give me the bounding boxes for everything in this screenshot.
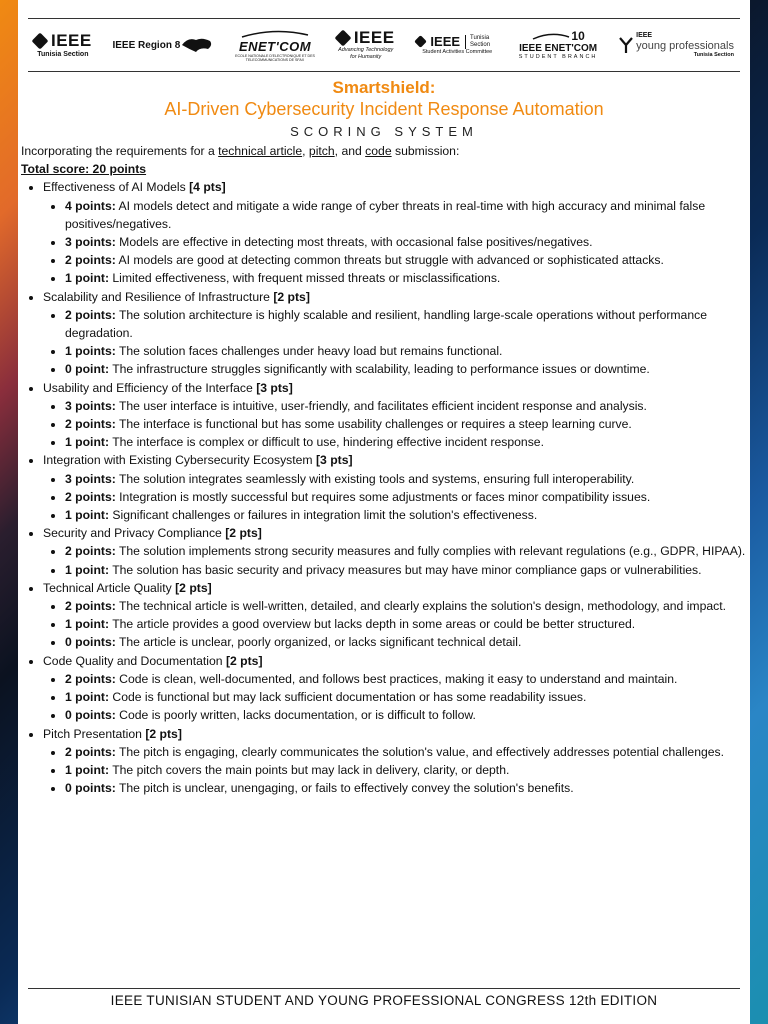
score-level-item	[65, 269, 749, 287]
ieee-tunisia-section-logo: IEEE Tunisia Section	[34, 32, 92, 59]
criterion-item	[43, 379, 749, 452]
score-level-label: 3 points:	[65, 235, 116, 250]
document-subtitle: AI-Driven Cybersecurity Incident Response Automation	[164, 99, 604, 119]
criterion-points: [2 pts]	[175, 580, 212, 595]
score-level-label: 2 points:	[65, 671, 116, 686]
score-level-description: The user interface is intuitive, user-friendly, and facilitates efficient incident response and analysis.	[118, 398, 647, 413]
criterion-item	[43, 725, 749, 798]
score-level-item	[65, 470, 749, 488]
score-level-item	[65, 779, 749, 797]
score-level-description: The solution integrates seamlessly with existing tools and systems, ensuring full interoperability.	[118, 471, 635, 486]
ieee-diamond-icon	[334, 30, 351, 47]
enetcom-swoosh-icon	[240, 29, 310, 39]
ieee-diamond-icon	[32, 32, 49, 49]
score-level-item	[65, 233, 749, 251]
score-level-description: The pitch covers the main points but may lack in delivery, clarity, or depth.	[112, 762, 510, 777]
score-levels	[43, 306, 749, 379]
score-level-item	[65, 360, 749, 378]
score-level-description: The solution faces challenges under heavy load but remains functional.	[118, 344, 503, 359]
scoring-content	[21, 142, 749, 797]
total-score: Total score: 20 points	[21, 162, 147, 177]
criterion-name: Technical Article Quality	[43, 580, 172, 595]
score-level-item	[65, 197, 749, 233]
yp-figure-icon	[618, 36, 634, 54]
score-level-label: 2 points:	[65, 417, 116, 432]
score-level-item	[65, 761, 749, 779]
score-level-description: The article provides a good overview but lacks depth in some areas or could be better structured.	[112, 617, 636, 632]
criterion-item	[43, 579, 749, 652]
criterion-points: [2 pts]	[225, 526, 262, 541]
score-level-label: 1 point:	[65, 508, 110, 523]
criteria-list	[21, 178, 749, 797]
score-level-description: The pitch is unclear, unengaging, or fails to effectively convey the solution's benefits.	[118, 781, 574, 796]
score-levels	[43, 542, 749, 578]
criterion-name: Effectiveness of AI Models	[43, 180, 186, 195]
score-level-description: Significant challenges or failures in integration limit the solution's effectiveness.	[112, 508, 538, 523]
logo-bar	[28, 18, 740, 72]
score-level-label: 2 points:	[65, 307, 116, 322]
score-level-label: 2 points:	[65, 744, 116, 759]
criterion-points: [2 pts]	[225, 653, 263, 668]
score-level-label: 1 point:	[65, 435, 110, 450]
criterion-name: Usability and Efficiency of the Interface	[43, 380, 253, 395]
criterion-points: [3 pts]	[256, 380, 293, 395]
document-page	[18, 0, 750, 1024]
intro-line: Incorporating the requirements for a technical article, pitch, and code submission:	[21, 144, 460, 158]
score-level-label: 3 points:	[65, 471, 116, 486]
score-level-description: Limited effectiveness, with frequent missed threats or misclassifications.	[112, 271, 501, 286]
score-levels	[43, 743, 749, 798]
score-level-description: AI models are good at detecting common threats but struggle with advanced or sophisticated attacks.	[118, 253, 664, 268]
score-level-description: The interface is functional but has some usability challenges or requires a steep learning curve.	[118, 417, 632, 432]
score-level-item	[65, 670, 749, 688]
score-level-label: 1 points:	[65, 344, 116, 359]
score-level-description: Code is poorly written, lacks documentation, or is difficult to follow.	[119, 708, 476, 723]
world-map-icon	[180, 35, 214, 55]
swoosh-icon	[531, 31, 571, 41]
score-level-label: 2 points:	[65, 253, 116, 268]
score-level-description: The interface is complex or difficult to use, hindering effective incident response.	[112, 435, 544, 450]
score-level-label: 1 point:	[65, 562, 110, 577]
ieee-diamond-icon	[415, 35, 428, 48]
score-levels	[43, 470, 749, 525]
ieee-enetcom-student-branch-logo: 10 IEEE ENET'COM STUDENT BRANCH	[518, 29, 598, 60]
criterion-name: Integration with Existing Cybersecurity Ecosystem	[43, 453, 313, 468]
score-level-label: 1 point:	[65, 271, 110, 286]
score-level-label: 1 point:	[65, 690, 110, 705]
score-level-label: 2 points:	[65, 599, 116, 614]
score-level-label: 1 point:	[65, 762, 110, 777]
score-level-label: 0 points:	[65, 635, 116, 650]
score-level-item	[65, 688, 749, 706]
score-level-label: 1 point:	[65, 617, 110, 632]
score-level-item	[65, 251, 749, 269]
score-level-description: The solution implements strong security measures and fully complies with relevant regulations (e.g., GDPR, HIPAA).	[118, 544, 746, 559]
criterion-points: [2 pts]	[273, 289, 310, 304]
score-levels	[43, 597, 749, 652]
document-title: Smartshield:	[332, 78, 436, 97]
score-level-description: The solution has basic security and privacy measures but may have minor compliance gaps or vulnerabilities.	[112, 562, 702, 577]
score-level-description: The article is unclear, poorly organized, or lacks significant technical detail.	[118, 635, 522, 650]
ieee-region8-logo: IEEE Region 8	[112, 35, 214, 55]
score-level-item	[65, 415, 749, 433]
enetcom-logo: ENET'COM ECOLE NATIONALE D'ELECTRONIQUE ET DES TELECOMMUNICATIONS DE SFAX	[235, 29, 315, 62]
score-level-label: 2 points:	[65, 489, 116, 504]
score-level-label: 3 points:	[65, 398, 116, 413]
score-levels	[43, 670, 749, 725]
score-level-item	[65, 597, 749, 615]
criterion-name: Security and Privacy Compliance	[43, 526, 222, 541]
criterion-item	[43, 178, 749, 287]
page-footer: IEEE TUNISIAN STUDENT AND YOUNG PROFESSIONAL CONGRESS 12th EDITION	[28, 988, 740, 1008]
criterion-name: Code Quality and Documentation	[43, 653, 223, 668]
ieee-young-professionals-logo: IEEE young professionals Tunisia Section	[618, 31, 734, 59]
score-level-item	[65, 397, 749, 415]
score-level-item	[65, 433, 749, 451]
score-level-item	[65, 542, 749, 560]
score-level-item	[65, 743, 749, 761]
criterion-name: Pitch Presentation	[43, 726, 142, 741]
score-level-description: Integration is mostly successful but requires some adjustments or faces minor compatibility issues.	[119, 489, 651, 504]
criterion-item	[43, 524, 749, 579]
score-level-description: The infrastructure struggles significantly with scalability, leading to performance issues or downtime.	[112, 362, 650, 377]
score-level-item	[65, 506, 749, 524]
score-level-description: The pitch is engaging, clearly communicates the solution's value, and effectively addresses potential challenges.	[118, 744, 725, 759]
ieee-advancing-technology-logo: IEEE Advancing Technology for Humanity	[336, 29, 396, 61]
score-level-description: Models are effective in detecting most threats, with occasional false positives/negatives.	[119, 235, 593, 250]
criterion-item	[43, 652, 749, 725]
score-level-label: 0 points:	[65, 781, 116, 796]
score-level-item	[65, 342, 749, 360]
criterion-points: [2 pts]	[145, 726, 182, 741]
score-level-item	[65, 561, 749, 579]
score-level-label: 0 point:	[65, 362, 110, 377]
score-level-description: The technical article is well-written, detailed, and clearly explains the solution's design, methodology, and impact.	[118, 599, 727, 614]
score-level-description: Code is functional but may lack sufficient documentation or has some readability issues.	[112, 690, 587, 705]
score-level-item	[65, 706, 749, 724]
criterion-points: [3 pts]	[315, 453, 353, 468]
criterion-item	[43, 451, 749, 524]
document-header	[18, 78, 750, 143]
criterion-points: [4 pts]	[189, 180, 226, 195]
score-levels	[43, 397, 749, 452]
criterion-item	[43, 288, 749, 379]
score-level-description: Code is clean, well-documented, and follows best practices, making it easy to understand and maintain.	[119, 671, 678, 686]
score-level-description: The solution architecture is highly scalable and resilient, handling large-scale operations without performance degradation.	[65, 307, 707, 341]
score-level-item	[65, 633, 749, 651]
ieee-sac-logo: IEEE Tunisia Section Student Activities Committee	[416, 34, 498, 56]
score-level-label: 2 points:	[65, 544, 116, 559]
score-level-item	[65, 615, 749, 633]
score-level-item	[65, 488, 749, 506]
score-level-item	[65, 306, 749, 342]
score-level-description: AI models detect and mitigate a wide range of cyber threats in real-time with high accuracy and minimal false positives/negatives.	[65, 198, 706, 231]
criterion-name: Scalability and Resilience of Infrastructure	[43, 289, 270, 304]
score-level-label: 4 points:	[65, 198, 116, 213]
score-levels	[43, 197, 749, 288]
section-heading: SCORING SYSTEM	[290, 124, 478, 139]
score-level-label: 0 points:	[65, 708, 116, 723]
